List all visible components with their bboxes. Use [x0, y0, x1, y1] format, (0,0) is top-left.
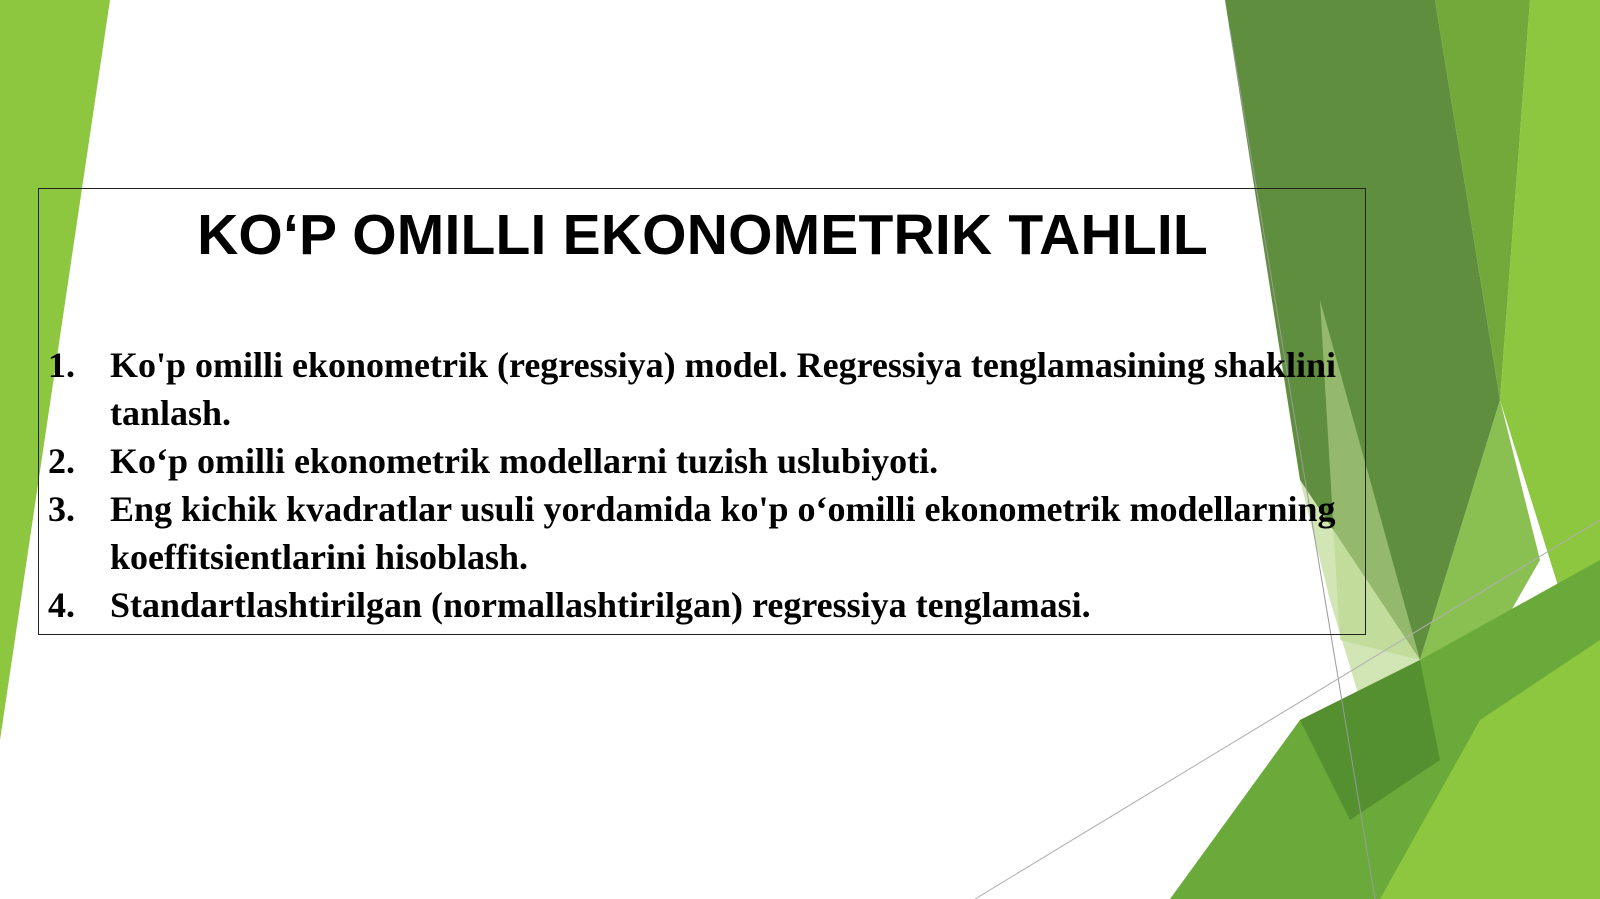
list-item-text: Standartlashtirilgan (normallashtirilgan) regressiya tenglamasi. [110, 585, 1091, 625]
list-item-text: Ko'p omilli ekonometrik (regressiya) model. Regressiya tenglamasining shaklini tanlash. [110, 345, 1337, 433]
list-item-number: 2. [48, 441, 75, 481]
list-item [48, 485, 1348, 581]
list-item [48, 437, 1348, 485]
list-item-number: 3. [48, 489, 75, 529]
list-item [48, 581, 1348, 629]
topic-list [48, 341, 1348, 629]
list-item [48, 341, 1348, 437]
list-item-text: Ko‘p omilli ekonometrik modellarni tuzish uslubiyoti. [110, 441, 939, 481]
list-item-text: Eng kichik kvadratlar usuli yordamida ko'p o‘omilli ekonometrik modellarning koeffitsientlarini hisoblash. [110, 489, 1336, 577]
list-item-number: 1. [48, 345, 75, 385]
list-item-number: 4. [48, 585, 75, 625]
slide-title: KO‘P OMILLI EKONOMETRIK TAHLIL [197, 203, 1208, 267]
